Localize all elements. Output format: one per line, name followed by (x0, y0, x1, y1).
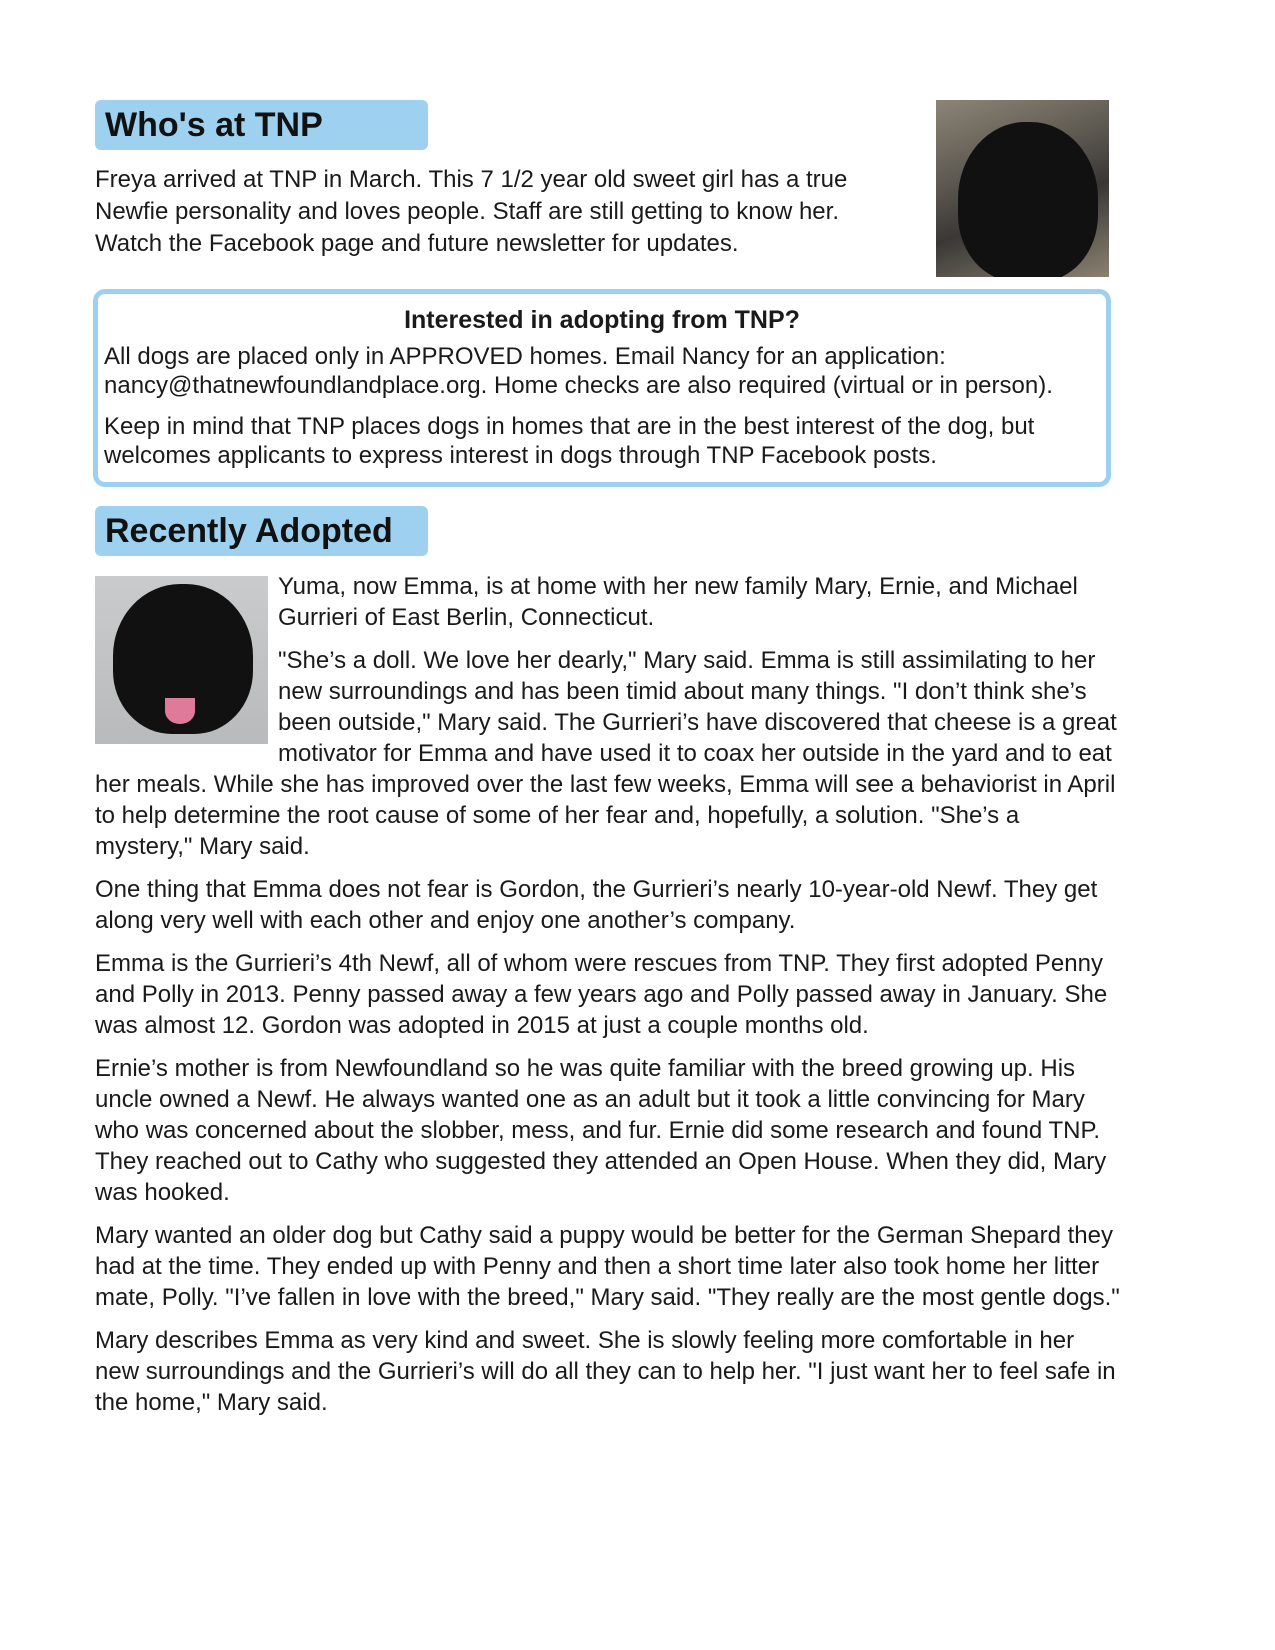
article-paragraph: "She’s a doll. We love her dearly," Mary said. Emma is still assimilating to her new surroundings and has been timid about many things. "I don’t think she’s been outside," Mary said. The Gurrieri’s have discovered that cheese is a great motivator for Emma and have used it to coax her outside in the yard and to eat her meals. While she has improved over the last few weeks, Emma will see a behaviorist in April to help determine the root cause of some of her fear and, hopefully, a solution. "She’s a mystery," Mary said. (95, 647, 1117, 860)
article-paragraph: Mary describes Emma as very kind and sweet. She is slowly feeling more comfortable in her new surroundings and the Gurrieri’s will do all they can to help her. "I just want her to feel safe in the home," Mary said. (95, 1327, 1116, 1416)
adoption-box-title: Interested in adopting from TNP? (404, 306, 800, 334)
article-paragraph: Ernie’s mother is from Newfoundland so he was quite familiar with the breed growing up. His uncle owned a Newf. He always wanted one as an adult but it took a little convincing for Mary who was concerned about the slobber, mess, and fur. Ernie did some research and found TNP. They reached out to Cathy who suggested they attended an Open House. When they did, Mary was hooked. (95, 1055, 1107, 1206)
article-paragraph: Emma is the Gurrieri’s 4th Newf, all of whom were rescues from TNP. They first adopted Penny and Polly in 2013. Penny passed away a few years ago and Polly passed away in January. She was almost 12. Gordon was adopted in 2015 at just a couple months old. (95, 950, 1108, 1039)
article-paragraph: Yuma, now Emma, is at home with her new family Mary, Ernie, and Michael Gurrieri of East Berlin, Connecticut. (278, 573, 1078, 631)
freya-description: Freya arrived at TNP in March. This 7 1/2 year old sweet girl has a true Newfie personality and loves people. Staff are still getting to know her. Watch the Facebook page and future newsletter for updates. (95, 166, 848, 257)
whos-at-tnp-heading: Who's at TNP (95, 100, 428, 150)
adoption-paragraph: Keep in mind that TNP places dogs in homes that are in the best interest of the dog, but welcomes applicants to express interest in dogs through TNP Facebook posts. (104, 413, 1035, 469)
article-paragraph: One thing that Emma does not fear is Gordon, the Gurrieri’s nearly 10-year-old Newf. They get along very well with each other and enjoy one another’s company. (95, 876, 1098, 934)
adoption-info-box (93, 289, 1111, 487)
adoption-paragraph: All dogs are placed only in APPROVED homes. Email Nancy for an application: nancy@thatnewfoundlandplace.org. Home checks are also required (virtual or in person). (104, 343, 1053, 399)
article-paragraph: Mary wanted an older dog but Cathy said a puppy would be better for the German Shepard they had at the time. They ended up with Penny and then a short time later also took home her litter mate, Polly. "I’ve fallen in love with the breed," Mary said. "They really are the most gentle dogs." (95, 1222, 1120, 1311)
recently-adopted-heading: Recently Adopted (95, 506, 428, 556)
freya-photo (936, 100, 1109, 277)
adoption-article (95, 571, 1120, 1430)
emma-photo (95, 576, 268, 744)
